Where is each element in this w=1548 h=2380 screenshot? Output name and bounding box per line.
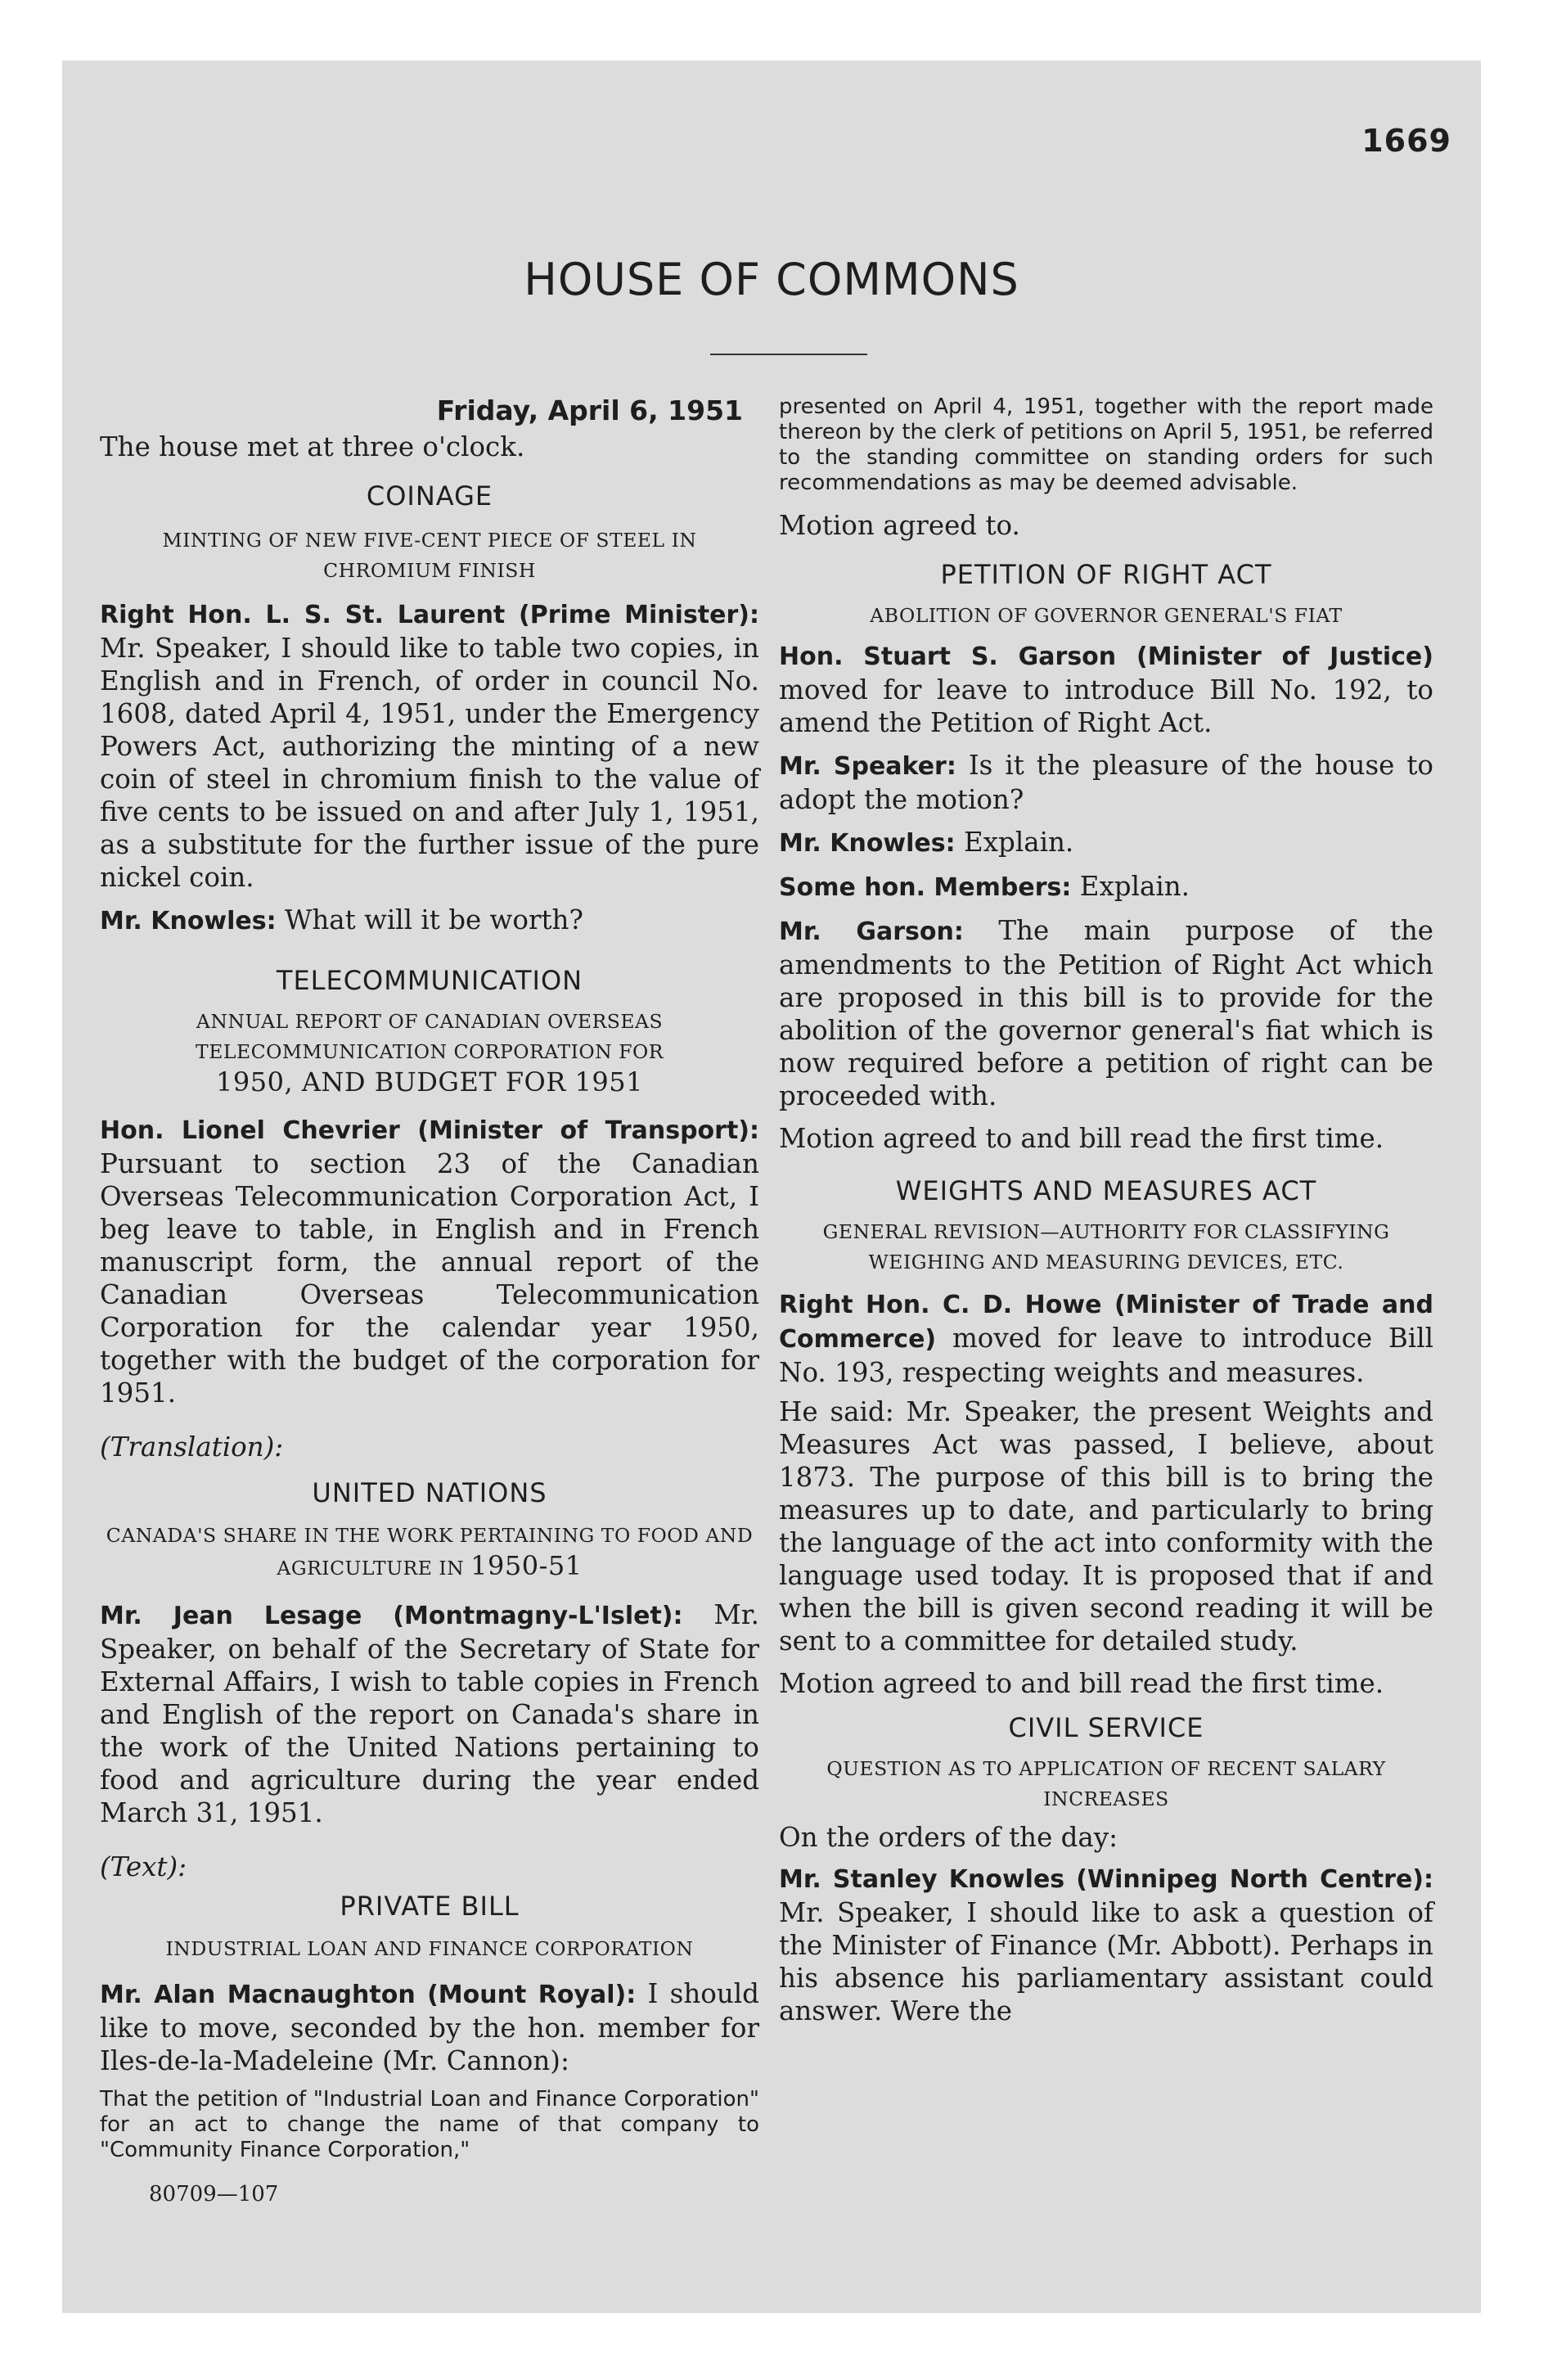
speech-text: Explain. <box>1079 871 1190 902</box>
page-title: HOUSE OF COMMONS <box>524 254 1019 305</box>
howe-motion <box>779 1287 1433 1389</box>
speaker-name: Mr. Knowles: <box>779 829 956 858</box>
subheading-line-a: ANNUAL REPORT OF CANADIAN OVERSEAS TELECOMMUNICATION CORPORATION FOR <box>196 1010 664 1063</box>
text-marker: (Text): <box>100 1851 187 1882</box>
page-number: 1669 <box>1361 123 1451 159</box>
heading-united-nations: UNITED NATIONS <box>312 1477 547 1508</box>
speech-text: Pursuant to section 23 of the Canadian Overseas Telecommunication Corporation Act, I beg leave to table, in English and in French manuscript form, the annual report of the Canadian Overseas Telecommunication Corporation for the calendar year 1950, together with the budget of the corporation for 1951. <box>100 1148 759 1409</box>
speaker-name: Mr. Jean Lesage (Montmagny-L'Islet): <box>100 1602 683 1630</box>
subheading-united-nations <box>100 1521 759 1584</box>
speech-text: Mr. Speaker, I should like to table two copies, in English and in French, of order in council No. 1608, dated April 4, 1951, under the Emergency Powers Act, authorizing the minting of a new coin of steel in chromium finish to the value of five cents to be issued on and after July 1, 1951, as a substitute for the further issue of the pure nickel coin. <box>100 633 759 893</box>
speaker-question <box>779 749 1433 816</box>
un-statement <box>100 1598 759 1829</box>
left-column <box>100 394 759 2211</box>
petition-quote: That the petition of "Industrial Loan and Finance Corporation" for an act to change the name of that company to "Community Finance Corporation," <box>100 2087 759 2162</box>
speaker-name: Right Hon. C. D. Howe (Minister of Trade and Commerce) <box>779 1291 1433 1354</box>
speech-text: moved for leave to introduce Bill No. 193, respecting weights and measures. <box>779 1323 1433 1388</box>
house-met: The house met at three o'clock. <box>100 431 525 462</box>
garson-explanation <box>779 914 1433 1112</box>
subheading-civil-service: QUESTION AS TO APPLICATION OF RECENT SALARY INCREASES <box>826 1757 1386 1810</box>
motion-first-reading: Motion agreed to and bill read the first time. <box>779 1668 1384 1699</box>
sitting-date: Friday, April 6, 1951 <box>436 394 743 426</box>
heading-coinage: COINAGE <box>366 480 493 512</box>
subheading-line-a: CANADA'S SHARE IN THE WORK PERTAINING TO FOOD AND AGRICULTURE IN <box>106 1524 754 1580</box>
motion-continuation: presented on April 4, 1951, together with the report made thereon by the clerk of petitions on April 5, 1951, be referred to the standing committee on standing orders for such recommendations as may be deemed advisable. <box>779 394 1433 495</box>
speaker-name: Mr. Knowles: <box>100 907 277 935</box>
coinage-statement <box>100 597 759 894</box>
speech-text: Mr. Speaker, I should like to ask a question of the Minister of Finance (Mr. Abbott). Perhaps in his absence his parliamentary assistant could answer. Were the <box>779 1897 1433 2026</box>
speech-text: moved for leave to introduce Bill No. 192, to amend the Petition of Right Act. <box>779 674 1433 738</box>
speaker-name: Mr. Garson: <box>779 917 964 946</box>
speaker-name: Some hon. Members: <box>779 873 1072 902</box>
motion-first-reading: Motion agreed to and bill read the first time. <box>779 1123 1384 1154</box>
members-explain <box>779 870 1433 904</box>
speaker-name: Hon. Lionel Chevrier (Minister of Transport): <box>100 1116 759 1145</box>
speaker-name: Mr. Speaker: <box>779 752 956 781</box>
speech-text: Is it the pleasure of the house to adopt the motion? <box>779 750 1433 815</box>
orders-of-day: On the orders of the day: <box>779 1822 1118 1853</box>
translation-marker: (Translation): <box>100 1431 284 1463</box>
knowles-question <box>100 904 759 938</box>
speech-text: Explain. <box>963 827 1074 858</box>
subheading-weights-measures: GENERAL REVISION—AUTHORITY FOR CLASSIFYING WEIGHING AND MEASURING DEVICES, ETC. <box>822 1220 1390 1273</box>
heading-civil-service: CIVIL SERVICE <box>1008 1712 1204 1743</box>
motion-agreed: Motion agreed to. <box>779 510 1020 541</box>
garson-motion <box>779 639 1433 739</box>
speaker-name: Right Hon. L. S. St. Laurent (Prime Minister): <box>100 601 759 629</box>
right-column <box>779 394 1433 2027</box>
subheading-private-bill: INDUSTRIAL LOAN AND FINANCE CORPORATION <box>165 1937 694 1960</box>
howe-explanation: He said: Mr. Speaker, the present Weights and Measures Act was passed, I believe, about 1873. The purpose of this bill is to bring the measures up to date, and particularly to bring the language of the act into conformity with the language used today. It is proposed that if and when the bill is given second reading it will be sent to a committee for detailed study. <box>779 1396 1433 1657</box>
knowles-question-civil <box>779 1862 1433 2027</box>
telecom-statement <box>100 1113 759 1409</box>
page-scan <box>62 61 1481 2313</box>
speech-text: I should like to move, seconded by the hon. member for Iles-de-la-Madeleine (Mr. Cannon): <box>100 1978 759 2076</box>
speech-text: What will it be worth? <box>284 904 583 935</box>
knowles-explain <box>779 826 1433 860</box>
subheading-line-b: 1950-51 <box>470 1550 583 1581</box>
subheading-coinage: MINTING OF NEW FIVE-CENT PIECE OF STEEL IN CHROMIUM FINISH <box>162 529 697 582</box>
heading-private-bill: PRIVATE BILL <box>340 1891 520 1922</box>
heading-telecommunication: TELECOMMUNICATION <box>276 965 583 996</box>
heading-weights-measures: WEIGHTS AND MEASURES ACT <box>895 1175 1317 1206</box>
title-rule <box>710 354 867 355</box>
speech-text: The main purpose of the amendments to the Petition of Right Act which are proposed in this bill is to provide for the abolition of the governor general's fiat which is now required before a petition of right can be proceeded with. <box>779 915 1433 1111</box>
subheading-petition-of-right: ABOLITION OF GOVERNOR GENERAL'S FIAT <box>870 604 1343 627</box>
footer-code: 80709—107 <box>149 2182 279 2206</box>
speech-text: Mr. Speaker, on behalf of the Secretary of State for External Affairs, I wish to table copies in French and English of the report on Canada's share in the work of the United Nations pertaining to food and agriculture during the year ended March 31, 1951. <box>100 1599 759 1828</box>
subheading-line-b: 1950, AND BUDGET FOR 1951 <box>216 1066 643 1098</box>
speaker-name: Hon. Stuart S. Garson (Minister of Justice) <box>779 642 1433 671</box>
subheading-telecommunication <box>100 1007 759 1100</box>
heading-petition-of-right: PETITION OF RIGHT ACT <box>940 559 1272 590</box>
speaker-name: Mr. Stanley Knowles (Winnipeg North Centre): <box>779 1865 1433 1894</box>
macnaughton-motion <box>100 1977 759 2077</box>
speaker-name: Mr. Alan Macnaughton (Mount Royal): <box>100 1981 637 2009</box>
